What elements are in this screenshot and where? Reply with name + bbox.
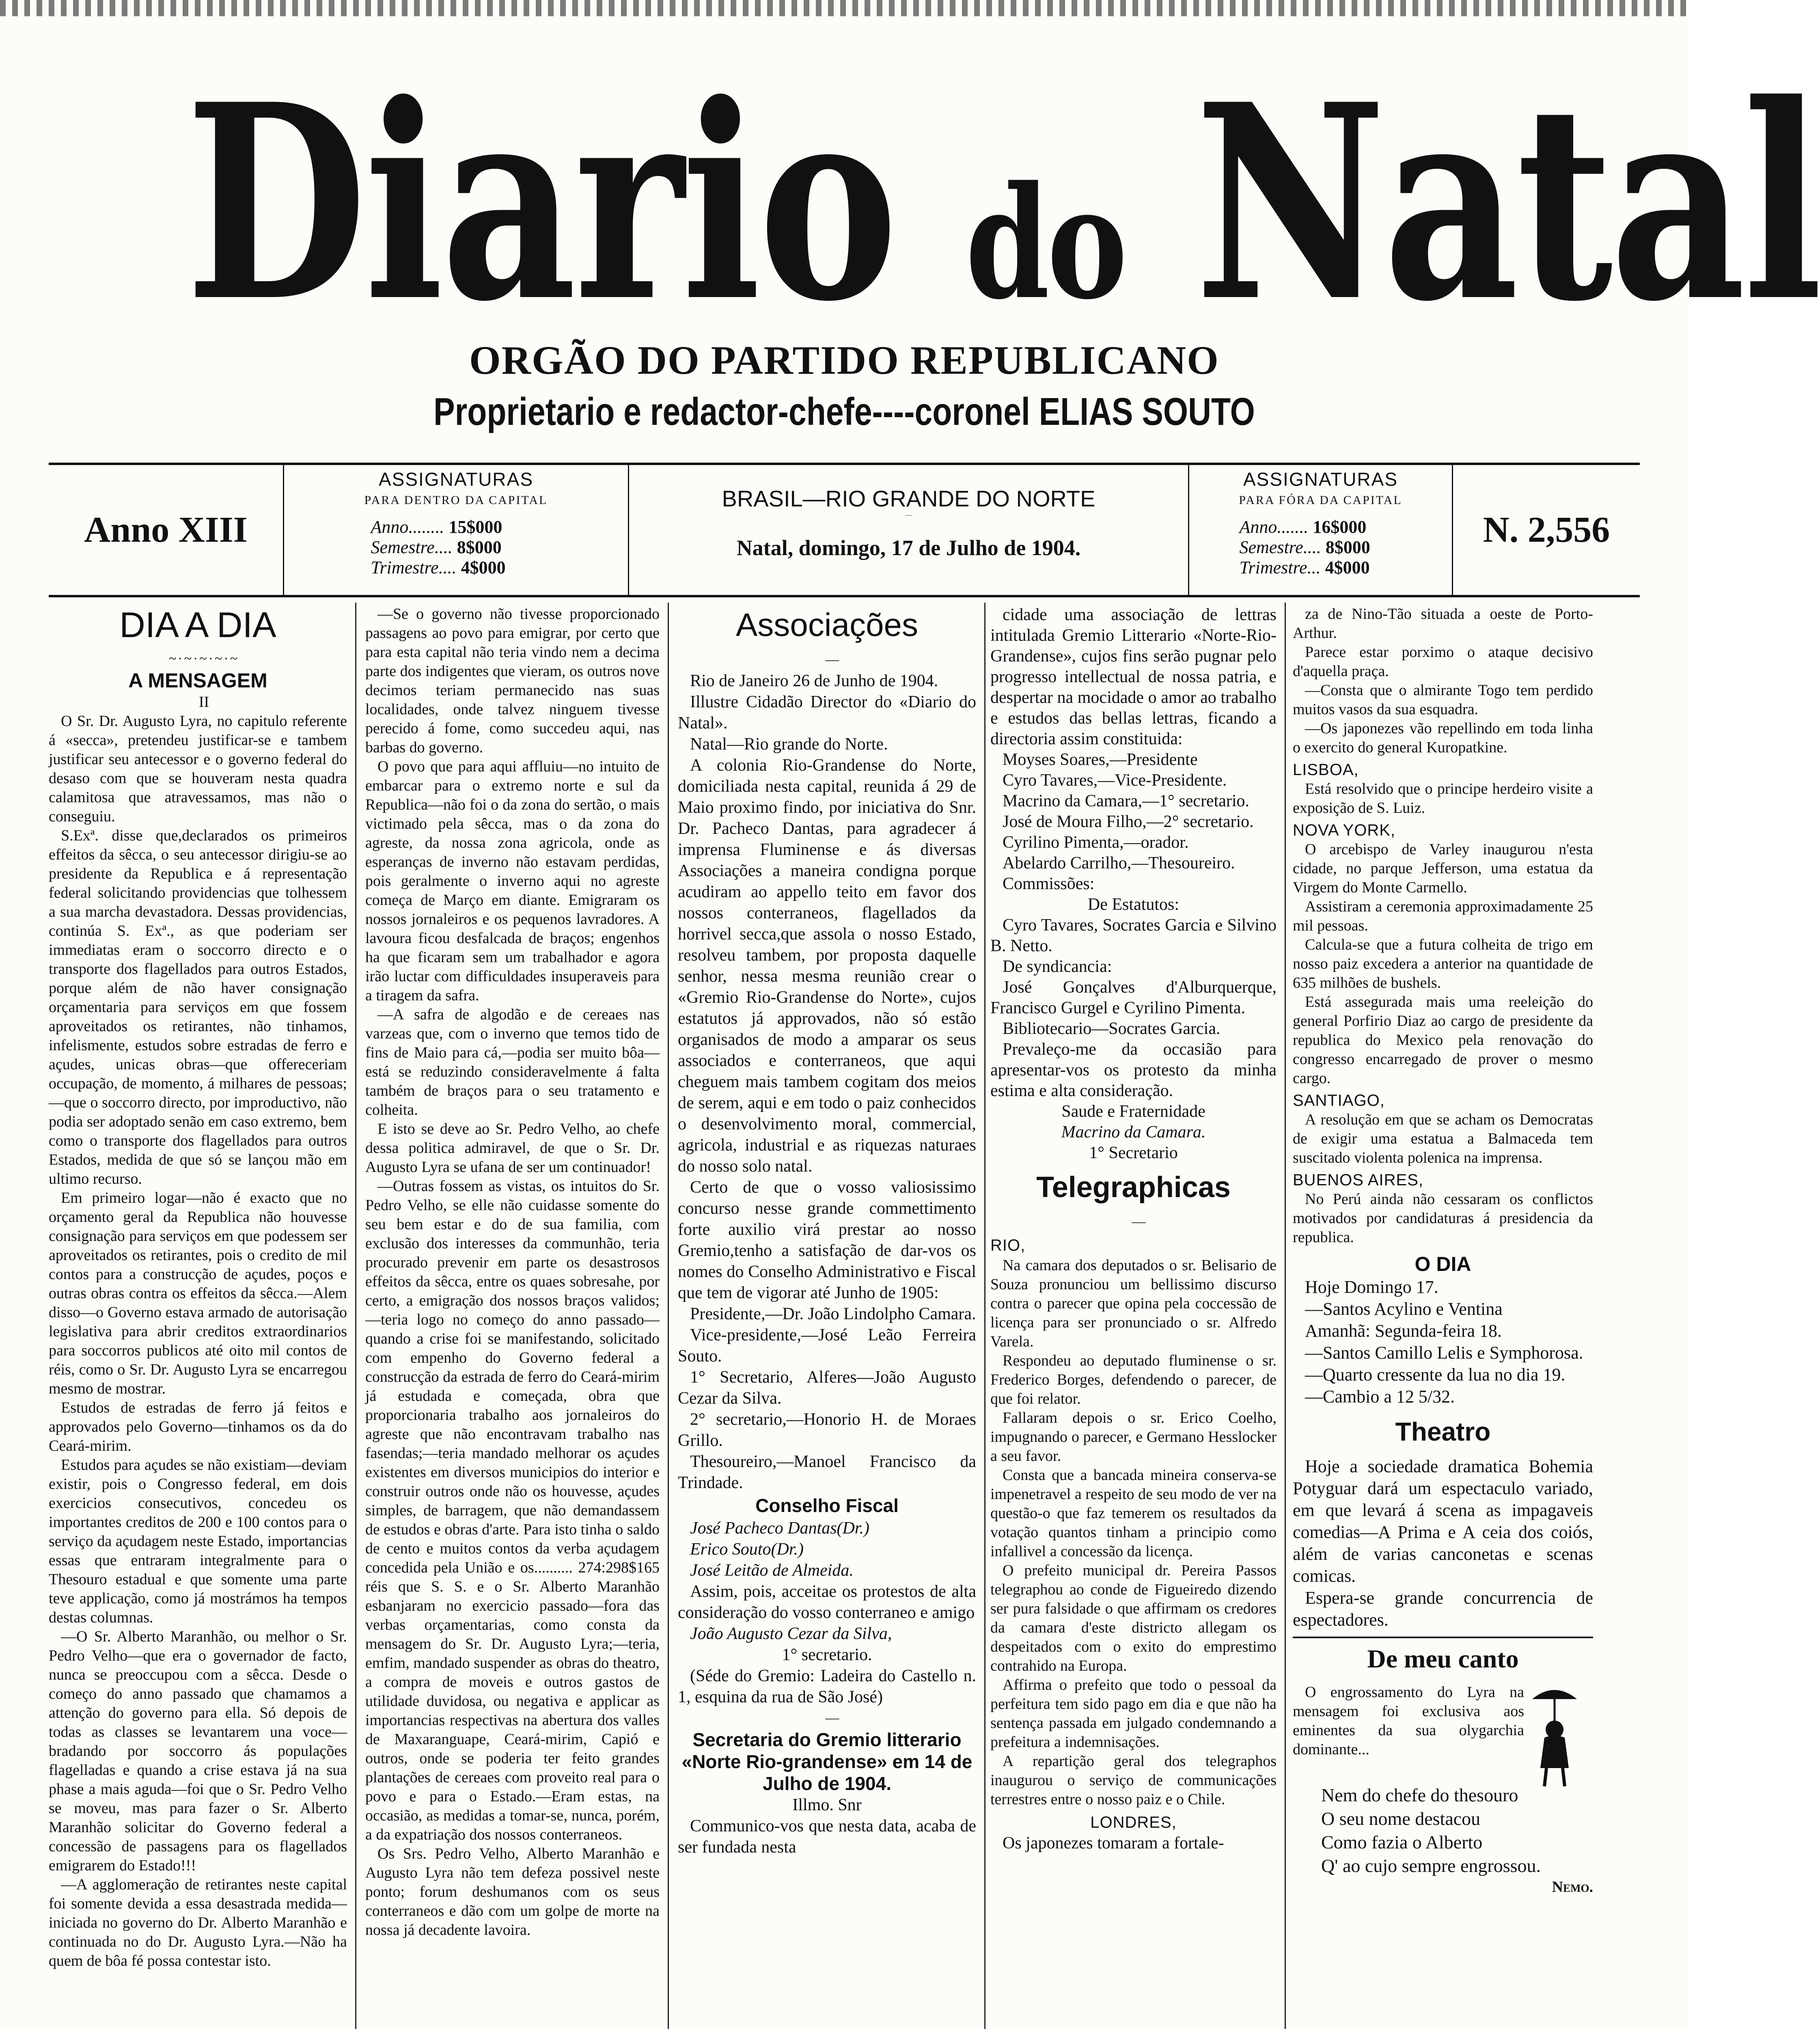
paragraph: cidade uma associação de lettras intitulada Gremio Litterario «Norte-Rio-Grandense», cujos fins serão pugnar pelo progresso intellectual de nossa patria, e despertar na mocidade o amor ao trabalho e estudos das bellas lettras, ficando a directoria assim constituida: [990, 605, 1277, 748]
paragraph: Natal—Rio grande do Norte. [690, 735, 888, 754]
subscription-prices: Anno........ 15$000 Semestre.... 8$000 Trimestre.... 4$000 [371, 517, 506, 577]
dateline: RIO, [990, 1236, 1026, 1254]
paragraph: O povo que para aqui affluiu—no intuito de embarcar para o extremo norte e sul da Republica—não foi o da zona do sertão, o mais victimado pela sêcca, mas o da zona do agreste, da nossa zona agricola, onde as esperanças de inverno não estavam perdidas, pois geralmente o inverno aqui no agreste começa de Março em diante. Emigraram os nossos jornaleiros e os pequenos lavradores. A lavoura ficou desfalcada de braços; engenhos ha que ficaram sem um trabalhador e agora irão luctar com difficuldades insuperaveis para a tiragem da safra. [365, 758, 660, 1004]
member: José Pacheco Dantas(Dr.) [690, 1519, 870, 1538]
dateline: BUENOS AIRES, [1293, 1171, 1423, 1189]
paragraph: —A safra de algodão e de cereaes nas varzeas que, com o inverno que temos tido de fins de Maio para cá,—podia ser muito bôa—está se reduzindo consideravelmente á falta também de braços para o seu tratamento e colheita. [365, 1006, 660, 1118]
paragraph: Communico-vos que nesta data, acaba de ser fundada nesta [678, 1817, 976, 1857]
subscription-prices: Anno....... 16$000 Semestre.... 8$000 Trimestre... 4$000 [1239, 517, 1370, 577]
paragraph: O Sr. Dr. Augusto Lyra, no capitulo referente á «secca», pretendeu justificar-se e tambem justificar seu antecessor e o governo federal do desaso com que se houveram nesta quadra calamitosa que atravessamos, mas não o conseguiu. [49, 713, 347, 825]
column-telegraphicas: cidade uma associação de lettras intitulada Gremio Litterario «Norte-Rio-Grandense», cujos fins serão pugnar pelo progresso intellectual de nossa patria, e despertar na mocidade o amor ao trabalho e estudos das bellas lettras, ficando a directoria assim constituida: Moyses Soares,—Presidente Cyro Tavares,—Vice-Presidente. Macrino da Camara,—1° secretario. José de Moura Filho,—2° secretario. Cyrilino Pimenta,—orador. Abelardo Carrilho,—Thesoureiro. Commissões: De Estatutos: Cyro Tavares, Socrates Garcia e Silvino B. Netto. De syndicancia: José Gonçalves d'Alburquerque, Francisco Gurgel e Cyrilino Pimenta. Bibliotecario—Socrates Garcia. Prevaleço-me da occasião para apresentar-vos os protesto da minha estima e alta consideração. Saude e Fraternidade Macrino da Camara. 1° Secretario Telegraphicas — RIO, Na camara dos deputados o sr. Belisario de Souza pronunciou um bellissimo discurso contra o parecer que opina pela coccessão de licença para ser pronunciado o sr. Alfredo Varela. Respondeu ao deputado fluminense o sr. Frederico Borges, defendendo o parecer, de que foi relator. Fallaram depois o sr. Erico Coelho, impugnando o parecer, e Germano Hesslocker a seu favor. Consta que a bancada mineira conserva-se impenetravel a respeito de seu modo de ver na questão-o que faz temerem os resultados da votação quantos tinham a principio como infallivel a concessão da licença. O prefeito municipal dr. Pereira Passos telegraphou ao conde de Figueiredo dizendo ser pura falsidade o que affirmam os credores da camara d'este districto allegam os despeitados com o exito do emprestimo contrahido na Europa. Affirma o prefeito que todo o pessoal da perfeitura tem sido pago em dia e que não ha sentença passada em julgado condemnando a prefeitura a indemnisações. A repartição geral dos telegraphos inaugurou o serviço de communicações terrestres entre o nosso paiz e o Chile. LONDRES, Os japonezes tomaram a fortale- [990, 605, 1277, 1852]
dateline: LONDRES, [1090, 1814, 1177, 1831]
paragraph: Presidente,—Dr. João Lindolpho Camara. [690, 1305, 976, 1323]
verse-line: Como fazia o Alberto [1321, 1832, 1483, 1852]
paragraph: Estudos para açudes se não existiam—deviam existir, pois o Congresso federal, em dois exercicios consecutivos, concedeu os importantes creditos de 200 e 100 contos para o serviço da açudagem neste Estado, importancias essas que entraram integralmente para o Thesouro estadual e que somente uma parte teve applicação, como já mostrámos ha tempos destas columnas. [49, 1456, 347, 1626]
paragraph: —Se o governo não tivesse proporcionado passagens ao povo para emigrar, por certo que para esta capital não teria vindo nem a decima parte dos indigentes que vieram, os outros nove decimos teriam permanecido nas suas localidades, onde talvez ninguem tivesse perecido á fome, como succedeu aqui, nas barbas do governo. [365, 605, 660, 756]
column-rule [984, 603, 985, 2029]
paragraph: E isto se deve ao Sr. Pedro Velho, ao chefe dessa politica admiravel, de que o Sr. Dr. Augusto Lyra se ufana de ser um continuador! [365, 1120, 660, 1176]
info-bar [49, 463, 1640, 597]
paragraph: (Séde do Gremio: Ladeira do Castello n. 1, esquina da rua de São José) [678, 1667, 976, 1706]
section-heading: Theatro [1395, 1417, 1491, 1446]
paragraph: —O Sr. Alberto Maranhão, ou melhor o Sr. Pedro Velho—que era o governador de facto, nunca se preoccupou com a sêcca. Desde o começo do anno passado que chamamos a attenção do governo para ella. Só depois de todas as classes se levantarem una voce—bradando por soccorro ás populações flagelladas e quando a crise estava já na sua phase a mais aguda—foi que o Sr. Pedro Velho se moveu, mas para fazer o Sr. Alberto Maranhão solicitar do Governo federal a concessão de passagens para os flagellados emigrarem do Estado!!! [49, 1628, 347, 1874]
newspaper-title: Diario do Natal [185, 45, 1820, 360]
subsection-heading: Conselho Fiscal [755, 1495, 899, 1516]
paragraph: Illustre Cidadão Director do «Diario do Natal». [678, 693, 976, 732]
paragraph: Rio de Janeiro 26 de Junho de 1904. [690, 672, 938, 690]
column-rule [668, 603, 669, 2029]
issue-date: Natal, domingo, 17 de Julho de 1904. [736, 536, 1081, 560]
dateline: NOVA YORK, [1293, 821, 1396, 839]
ornament: ~·~·~·~·~ [168, 651, 239, 666]
member: José Leitão de Almeida. [690, 1561, 854, 1580]
subscription-outside-capital: ASSIGNATURAS PARA FÓRA DA CAPITAL Anno....... 16$000 Semestre.... 8$000 Trimestre... 4$000 [1189, 465, 1453, 595]
column-rule [1285, 603, 1286, 2029]
issue-number: N. 2,556 [1483, 510, 1610, 550]
section-heading: Telegraphicas [1036, 1171, 1231, 1204]
paragraph: S.Exª. disse que,declarados os primeiros effeitos da sêcca, o seu antecessor dirigiu-se ao presidente da Republica e á representação federal solicitando providencias que tolhessem a sua marcha devastadora. Dessas providencias, continúa S. Exª., as que poderiam ser immediatas eram o soccorro directo e o transporte dos flagellados para outros Estados, porque além de não haver consignação orçamentaria para serviços em que fossem aproveitados os retirantes, não tinhamos, infelismente, estudos sobre estradas de ferro e açudes, unicas obras—que offereceriam occupação, de momento, á milhares de pessoas;—que o soccorro directo, por improductivo, não podia ser adoptado senão em caso extremo, bem como o transporte dos flagellados para outros Estados, medida de que só se lançou mão em ultimo recurso. [49, 827, 347, 1187]
paragraph: —A agglomeração de retirantes neste capital foi somente devida a essa desastrada medida—iniciada no governo do Dr. Alberto Maranhão e continuada no do Dr. Augusto Lyra.—Não ha quem de bôa fé possa contestar isto. [49, 1876, 347, 1969]
column-associacoes: Associações — Rio de Janeiro 26 de Junho de 1904. Illustre Cidadão Director do «Diario do Natal». Natal—Rio grande do Norte. A colonia Rio-Grandense do Norte, domiciliada nesta capital, reunida á 29 de Maio proximo findo, por iniciativa do Snr. Dr. Pacheco Dantas, para agradecer á imprensa Fluminense e ás diversas Associações a maneira condigna porque acudiram ao appello teito em favor dos nossos conterraneos, flagellados da horrivel secca,que assola o nosso Estado, resolveu tambem, por proposta daquelle senhor, nessa mesma reunião crear o «Gremio Rio-Grandense do Norte», cujos estatutos já approvados, não só estão organisados de modo a amparar os seus associados e conterraneos, que aqui cheguem mais tambem cogitam dos meios de serem, aqui e em todo o paiz conhecidos o desenvolvimento moral, commercial, agricola, industrial e as riquezas naturaes do nosso solo natal. Certo de que o vosso valiosissimo concurso nesse grande commettimento forte auxilio virá prestar ao nosso Gremio,tenho a satisfação de dar-vos os nomes do Conselho Administrativo e Fiscal que tem de vigorar até Junho de 1905: Presidente,—Dr. João Lindolpho Camara. Vice-presidente,—José Leão Ferreira Souto. 1° Secretario, Alferes—João Augusto Cezar da Silva. 2° secretario,—Honorio H. de Moraes Grillo. Thesoureiro,—Manoel Francisco da Trindade. Conselho Fiscal José Pacheco Dantas(Dr.) Erico Souto(Dr.) José Leitão de Almeida. Assim, pois, acceitae os protestos de alta consideração do vosso conterraneo e amigo João Augusto Cezar da Silva, 1° secretario. (Séde do Gremio: Ladeira do Castello n. 1, esquina da rua de São José) — Secretaria do Gremio litterario «Norte Rio-grandense» em 14 de Julho de 1904. Illmo. Snr Communico-vos que nesta data, acaba de ser fundada nesta [678, 605, 976, 2029]
verse-line: Q' ao cujo sempre engrossou. [1321, 1855, 1541, 1876]
umbrella-figure-icon [1524, 1683, 1585, 1788]
signature: João Augusto Cezar da Silva, [690, 1624, 892, 1643]
paragraph: Thesoureiro,—Manoel Francisco da Trindade. [678, 1452, 976, 1492]
paragraph: 2° secretario,—Honorio H. de Moraes Grillo. [678, 1410, 976, 1450]
paragraph: A colonia Rio-Grandense do Norte, domiciliada nesta capital, reunida á 29 de Maio proximo findo, por iniciativa do Snr. Dr. Pacheco Dantas, para agradecer á imprensa Fluminense e ás diversas Associações a maneira condigna porque acudiram ao appello teito em favor dos nossos conterraneos, flagellados da horrivel secca,que assola o nosso Estado, resolveu tambem, por proposta daquelle senhor, nessa mesma reunião crear o «Gremio Rio-Grandense do Norte», cujos estatutos já approvados, não só estão organisados de modo a amparar os seus associados e conterraneos, que aqui cheguem mais tambem cogitam dos meios de serem, aqui e em todo o paiz conhecidos o desenvolvimento moral, commercial, agricola, industrial e as riquezas naturaes do nosso solo natal. [678, 756, 976, 1176]
location-date: BRASIL—RIO GRANDE DO NORTE — Natal, domingo, 17 de Julho de 1904. [629, 465, 1189, 595]
paragraph: Assim, pois, acceitae os protestos de alta consideração do vosso conterraneo e amigo [678, 1582, 976, 1622]
newspaper-subtitle: ORGÃO DO PARTIDO REPUBLICANO [469, 338, 1219, 383]
proprietor-line: Proprietario e redactor-chefe----coronel ELIAS SOUTO [433, 390, 1255, 433]
paragraph: Vice-presidente,—José Leão Ferreira Souto. [678, 1326, 976, 1366]
paragraph: Estudos de estradas de ferro já feitos e approvados pelo Governo—tinhamos os da do Ceará-mirim. [49, 1399, 347, 1454]
subsection-heading: Secretaria do Gremio litterario «Norte Rio-grandense» em 14 de Julho de 1904. [681, 1729, 973, 1794]
paragraph: Os Srs. Pedro Velho, Alberto Maranhão e Augusto Lyra não tem defeza possivel neste ponto; forum deshumanos com os seus conterraneos e dão com um golpe de morte na nossa já decadente lavoira. [365, 1845, 660, 1939]
section-heading: De meu canto [1293, 1637, 1593, 1677]
article-heading: A MENSAGEM [128, 669, 267, 692]
column-dia-a-dia [49, 605, 347, 2029]
part-number: II [198, 694, 209, 711]
page-top-edge [0, 0, 1688, 16]
volume-label: Anno XIII [49, 465, 284, 595]
paragraph: Certo de que o vosso valiosissimo concurso nesse grande commettimento forte auxilio virá prestar ao nosso Gremio,tenho a satisfação de dar-vos os nomes do Conselho Administrativo e Fiscal que tem de vigorar até Junho de 1905: [678, 1178, 976, 1302]
column-news-and-misc: za de Nino-Tão situada a oeste de Porto-Arthur. Parece estar porximo o ataque decisivo d'aquella praça. —Consta que o almirante Togo tem perdido muitos vasos da sua esquadra. —Os japonezes vão repellindo em toda linha o exercito do general Kuropatkine. LISBOA, Está resolvido que o principe herdeiro visite a exposição de S. Luiz. NOVA YORK, O arcebispo de Varley inaugurou n'esta cidade, no parque Jefferson, uma estatua da Virgem do Monte Carmello. Assistiram a ceremonia approximadamente 25 mil pessoas. Calcula-se que a futura colheita de trigo em nosso paiz excedera a anterior na quantidade de 635 milhões de bushels. Está assegurada mais uma reeleição do general Porfirio Diaz ao cargo de presidente da republica do Mexico pela renovação do congresso encarregado de prover o mesmo cargo. SANTIAGO, A resolução em que se acham os Democratas de exigir uma estatua a Balmaceda tem suscitado violenta polenica na imprensa. BUENOS AIRES, No Perú ainda não cessaram os conflictos motivados por candidaturas á presidencia da republica. O DIA Hoje Domingo 17. —Santos Acylino e Ventina Amanhã: Segunda-feira 18. —Santos Camillo Lelis e Symphorosa. —Quarto cressente da lua no dia 19. —Cambio a 12 5/32. Theatro Hoje a sociedade dramatica Bohemia Potyguar dará um espectaculo variado, em que levará á scena as impagaveis comedias—A Prima e A ceia dos coiós, além de varias canconetas e scenas comicas. Espera-se grande concurrencia de espectadores. De meu canto O engrossamento do Lyra na mensagem foi exclusiva aos eminentes da sua olygarchia dominante... Nem do chefe do thesouro O seu nome destacou Como fazia o Alberto Q' ao cujo sempre engrossou. Nemo. [1293, 605, 1593, 2029]
section-heading: DIA A DIA [119, 605, 276, 645]
member: Erico Souto(Dr.) [690, 1540, 804, 1559]
paragraph: —Outras fossem as vistas, os intuitos do Sr. Pedro Velho, se elle não cuidasse somente do seu bem estar e do de sua familia, com exclusão dos interesses da communhão, teria procurado prevenir em parte os desastrosos effeitos da sêcca, entre os quaes sobresahe, por certo, a emigração dos nossos braços validos;—teria logo no começo do anno passado—quando a crise foi se manifestando, solicitado com empenho do Governo federal a construcção da estrada de ferro do Ceará-mirim já estudada e começada, obra que proporcionaria trabalho aos jornaleiros do agreste que não encontravam trabalho nas fasendas;—teria mandado melhorar os açudes existentes em diversos municipios do interior e construir outros onde não os houvesse, açudes simples, de barragem, que não demandassem de estudos e obras d'arte. Para isto tinha o saldo de cento e muitos contos da verba açudagem concedida pela União e os.......... 274:298$165 réis que S. S. e o Sr. Alberto Maranhão esbanjaram no exercicio passado—fora das verbas orçamentarias, como consta da mensagem do Sr. Dr. Augusto Lyra;—teria, emfim, mandado suspender as obras do theatro, a compra de moveis e outros gastos de utilidade duvidosa, ou negativa e applicar as importancias respectivas na abertura dos valles de Maxaranguape, Ceará-mirim, Capió e outros, onde se poderia ter feito grandes plantações de cereaes com proveito real para o povo e para o Estado.—Eram estas, na occasião, as medidas a tomar-se, nunca, porém, a da expatriação dos nossos conterraneos. [365, 1178, 660, 1843]
section-heading: Associações [735, 607, 919, 643]
location: BRASIL—RIO GRANDE DO NORTE [722, 486, 1095, 511]
column-rule [355, 603, 356, 2029]
column-dia-a-dia-continued [365, 605, 660, 2029]
paragraph: 1° Secretario, Alferes—João Augusto Cezar da Silva. [678, 1368, 976, 1408]
signature: Nemo. [1552, 1878, 1593, 1895]
verse-line: O seu nome destacou [1321, 1808, 1481, 1829]
verse-line: Nem do chefe do thesouro [1321, 1785, 1518, 1805]
canto-box: O engrossamento do Lyra na mensagem foi exclusiva aos eminentes da sua olygarchia dominante... [1293, 1683, 1593, 1759]
dateline: SANTIAGO, [1293, 1092, 1385, 1109]
subscription-inside-capital: ASSIGNATURAS PARA DENTRO DA CAPITAL Anno........ 15$000 Semestre.... 8$000 Trimestre.... 4$000 [284, 465, 629, 595]
section-heading: O DIA [1415, 1253, 1471, 1275]
paragraph: Em primeiro logar—não é exacto que no orçamento geral da Republica não houvesse consignação para serviços em que podessem ser aproveitados os retirantes, pois o credito de mil contos para a construcção de açudes, poços e outras obras contra os effeitos da sêcca.—Alem disso—o Governo estava armado de autorisação legislativa para abrir creditos extraordinarios para soccorros publicos até oito mil contos de réis, como o Sr. Dr. Augusto Lyra se encarregou mesmo de mostrar. [49, 1189, 347, 1397]
dateline: LISBOA, [1293, 761, 1359, 779]
